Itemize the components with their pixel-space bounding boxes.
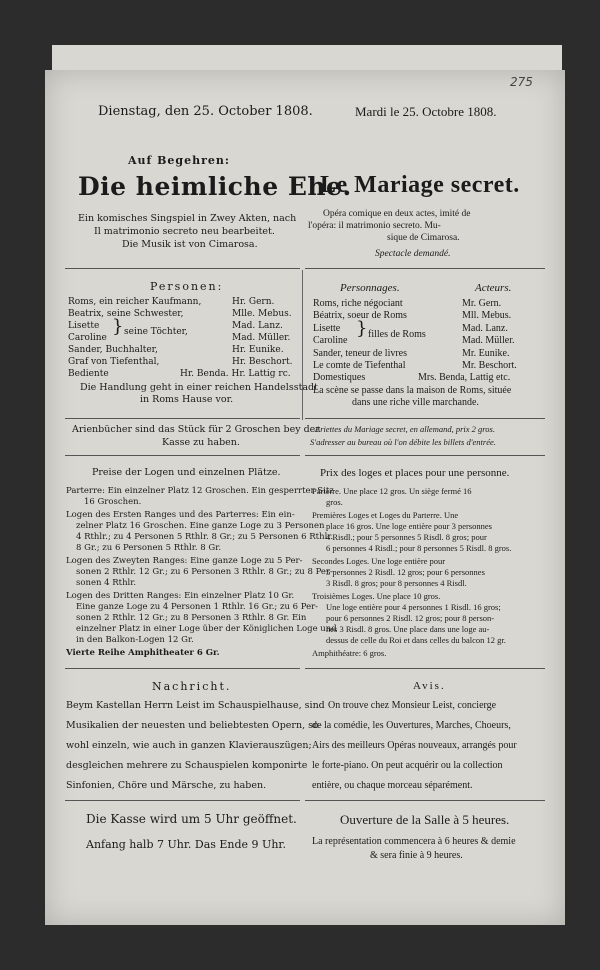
- de-prices-line: sonen 2 Rthlr. 12 Gr.; zu 8 Personen 3 Rthlr. 8 Gr. Ein: [76, 613, 307, 623]
- de-cast-role: Roms, ein reicher Kaufmann,: [68, 297, 202, 307]
- de-prices-line: Logen des Zweyten Ranges: Eine ganze Loge zu 5 Per-: [66, 556, 303, 566]
- de-subtitle-3: Die Musik ist von Cimarosa.: [122, 239, 258, 250]
- de-cast-actor: Mad. Müller.: [232, 333, 291, 343]
- de-notice-line: wohl einzeln, wie auch in ganzen Klavierauszügen;: [66, 740, 312, 751]
- fr-libretto-1: Ariettes du Mariage secret, en allemand, prix 2 gros.: [315, 424, 495, 434]
- fr-prices-line: Secondes Loges. Une loge entière pour: [312, 556, 446, 566]
- de-prices-line: 8 Gr.; zu 6 Personen 5 Rthlr. 8 Gr.: [76, 543, 222, 553]
- de-prices-line: einzelner Platz in einer Loge über der Königlichen Loge und: [76, 624, 337, 634]
- fr-cast-role: Domestiques: [313, 372, 366, 383]
- fr-prices-line: dessus de celle du Roi et dans celles du balcon 12 gr.: [326, 635, 506, 645]
- de-title: Die heimliche Ehe.: [78, 172, 352, 201]
- de-cast-role: Beatrix, seine Schwester,: [68, 309, 184, 319]
- fr-cast-role: Béatrix, soeur de Roms: [313, 310, 407, 321]
- rule-fr-notice: [305, 668, 545, 669]
- fr-cast-actor: Mr. Gern.: [462, 298, 502, 309]
- de-notice-heading: Nachricht.: [152, 680, 232, 693]
- de-cast-actor: Hr. Beschort.: [232, 357, 293, 367]
- fr-cast-actor: Mad. Müller.: [462, 335, 515, 346]
- fr-subtitle-1: Opéra comique en deux actes, imité de: [323, 209, 471, 219]
- fr-prices-line: Parterre. Une place 12 gros. Un siège fermé 16: [312, 486, 472, 496]
- fr-prices-line: pour 6 personnes 2 Risdl. 12 gros; pour 8 person-: [326, 613, 495, 623]
- fr-times-1: La représentation commencera à 6 heures & demie: [312, 836, 516, 847]
- fr-prices-line: Premières Loges et Loges du Parterre. Une: [312, 510, 459, 520]
- de-notice-line: desgleichen mehrere zu Schauspielen komponirte: [66, 760, 308, 771]
- fr-title: Le Mariage secret.: [320, 172, 520, 198]
- de-setting-1: Die Handlung geht in einer reichen Handelsstadt: [80, 382, 318, 393]
- fr-notice-line: le forte-piano. On peut acquérir ou la collection: [312, 760, 503, 771]
- de-cast-actor: Mlle. Mebus.: [232, 309, 292, 319]
- fr-prices-line: 6 personnes 4 Risdl.; pour 8 personnes 5 Risdl. 8 gros.: [326, 543, 512, 553]
- fr-notice-line: On trouve chez Monsieur Leist, concierge: [328, 700, 497, 711]
- de-prices-line: Eine ganze Loge zu 4 Personen 1 Rthlr. 16 Gr.; zu 6 Per-: [76, 602, 319, 612]
- fr-cast-role: Sander, teneur de livres: [313, 348, 408, 359]
- de-cast-actor: Hr. Benda. Hr. Lattig rc.: [180, 369, 291, 379]
- fr-libretto-2: S'adresser au bureau où l'on débite les billets d'entrée.: [310, 437, 496, 447]
- rule-fr-opening: [305, 800, 545, 801]
- de-opening: Die Kasse wird um 5 Uhr geöffnet.: [86, 812, 297, 826]
- fr-prices-line: Amphithéatre: 6 gros.: [312, 648, 387, 658]
- page-number: 275: [510, 75, 533, 89]
- fr-notice-heading: Avis.: [413, 680, 446, 692]
- de-cast-role: Sander, Buchhalter,: [68, 345, 158, 355]
- de-cast-role: Lisette: [68, 321, 100, 331]
- rule-fr-libretto: [305, 418, 545, 419]
- fr-prices-line: Troisièmes Loges. Une place 10 gros.: [312, 591, 441, 601]
- fr-cast-role: Lisette: [313, 323, 341, 334]
- de-cast-role: Bediente: [68, 369, 109, 379]
- fr-cast-actor: Mll. Mebus.: [462, 310, 512, 321]
- de-subtitle-1: Ein komisches Singspiel in Zwey Akten, nach: [78, 213, 297, 224]
- rule-de-notice: [65, 668, 300, 669]
- fr-daughters: filles de Roms: [368, 329, 426, 340]
- rule-de-prices: [65, 455, 300, 456]
- de-prices-line: Logen des Ersten Ranges und des Parterres: Ein ein-: [66, 510, 295, 520]
- fr-cast-actor: Mrs. Benda, Lattig etc.: [418, 372, 511, 383]
- de-times: Anfang halb 7 Uhr. Das Ende 9 Uhr.: [86, 838, 286, 851]
- fr-opening: Ouverture de la Salle à 5 heures.: [340, 812, 510, 827]
- de-cast-role: Caroline: [68, 333, 107, 343]
- de-daughters: seine Töchter,: [124, 327, 188, 337]
- de-cast-heading: Personen:: [150, 280, 224, 293]
- fr-setting-1: La scène se passe dans la maison de Roms, située: [313, 385, 512, 396]
- rule-de-opening: [65, 800, 300, 801]
- fr-notice-line: entière, ou chaque morceau séparément.: [312, 780, 473, 791]
- fr-times-2: & sera finie à 9 heures.: [370, 850, 463, 861]
- de-notice-line: Beym Kastellan Herrn Leist im Schauspielhause, sind: [66, 700, 325, 711]
- de-setting-2: in Roms Hause vor.: [140, 394, 234, 405]
- de-prices-line: zelner Platz 16 Groschen. Eine ganze Loge zu 3 Personen: [76, 521, 325, 531]
- fr-cast-actor: Mad. Lanz.: [462, 323, 508, 334]
- fr-prices-line: Une loge entière pour 4 personnes 1 Risdl. 16 gros;: [326, 602, 501, 612]
- fr-cast-heading: Personnages.: [340, 282, 400, 294]
- de-libretto-1: Arienbücher sind das Stück für 2 Groschen bey der: [72, 424, 320, 435]
- date-french: Mardi le 25. Octobre 1808.: [355, 104, 497, 119]
- de-request: Auf Begehren:: [128, 154, 230, 167]
- fr-prices-line: place 16 gros. Une loge entière pour 3 personnes: [326, 521, 492, 531]
- fr-cast-actor: Mr. Eunike.: [462, 348, 510, 359]
- de-subtitle-2: Il matrimonio secreto neu bearbeitet.: [94, 226, 275, 237]
- de-libretto-2: Kasse zu haben.: [162, 437, 240, 448]
- de-prices-heading: Preise der Logen und einzelnen Plätze.: [92, 467, 281, 478]
- fr-brace: }: [356, 318, 368, 339]
- fr-prices-line: 3 Risdl. 8 gros; pour 8 personnes 4 Risdl.: [326, 578, 467, 588]
- de-cast-actor: Hr. Eunike.: [232, 345, 284, 355]
- de-prices-line: Parterre: Ein einzelner Platz 12 Groschen. Ein gesperrter Sitz: [66, 486, 334, 496]
- fr-request: Spectacle demandé.: [375, 249, 451, 259]
- rule-de-libretto: [65, 418, 300, 419]
- fr-subtitle-3: sique de Cimarosa.: [387, 233, 460, 243]
- de-prices-line: sonen 4 Rthlr.: [76, 578, 137, 588]
- de-brace: }: [112, 316, 124, 337]
- fr-actors-heading: Acteurs.: [475, 282, 512, 294]
- rule-fr-prices: [305, 455, 545, 456]
- de-notice-line: Musikalien der neuesten und beliebtesten Opern, so-: [66, 720, 322, 731]
- fr-subtitle-2: l'opéra: il matrimonio secreto. Mu-: [308, 221, 441, 231]
- de-cast-role: Graf von Tiefenthal,: [68, 357, 160, 367]
- fr-prices-heading: Prix des loges et places pour une personne.: [320, 467, 510, 479]
- fr-prices-line: nes 3 Risdl. 8 gros. Une place dans une loge au-: [326, 624, 490, 634]
- fr-notice-line: de la comédie, les Ouvertures, Marches, Choeurs,: [312, 720, 511, 731]
- de-prices-line: Logen des Dritten Ranges: Ein einzelner Platz 10 Gr.: [66, 591, 295, 601]
- fr-prices-line: 5 personnes 2 Risdl. 12 gros; pour 6 personnes: [326, 567, 485, 577]
- de-prices-line: 4 Rthlr.; zu 4 Personen 5 Rthlr. 8 Gr.; zu 5 Personen 6 Rthlr.: [76, 532, 334, 542]
- fr-cast-role: Roms, riche négociant: [313, 298, 403, 309]
- de-prices-line: Vierte Reihe Amphitheater 6 Gr.: [66, 648, 220, 658]
- fr-prices-line: gros.: [326, 497, 343, 507]
- fr-cast-actor: Mr. Beschort.: [462, 360, 517, 371]
- date-german: Dienstag, den 25. October 1808.: [98, 104, 313, 119]
- de-notice-line: Sinfonien, Chöre und Märsche, zu haben.: [66, 780, 267, 791]
- center-divider: [302, 270, 303, 420]
- fr-prices-line: 4 Risdl.; pour 5 personnes 5 Risdl. 8 gros; pour: [326, 532, 487, 542]
- de-cast-actor: Mad. Lanz.: [232, 321, 283, 331]
- de-prices-line: 16 Groschen.: [84, 497, 142, 507]
- de-prices-line: sonen 2 Rthlr. 12 Gr.; zu 6 Personen 3 Rthlr. 8 Gr.; zu 8 Per-: [76, 567, 333, 577]
- fr-setting-2: dans une riche ville marchande.: [352, 397, 479, 408]
- rule-de-top: [65, 268, 300, 269]
- rule-fr-top: [305, 268, 545, 269]
- fr-cast-role: Caroline: [313, 335, 348, 346]
- de-prices-line: in den Balkon-Logen 12 Gr.: [76, 635, 194, 645]
- fr-cast-role: Le comte de Tiefenthal: [313, 360, 406, 371]
- de-cast-actor: Hr. Gern.: [232, 297, 275, 307]
- fr-notice-line: Airs des meilleurs Opéras nouveaux, arrangés pour: [312, 740, 517, 751]
